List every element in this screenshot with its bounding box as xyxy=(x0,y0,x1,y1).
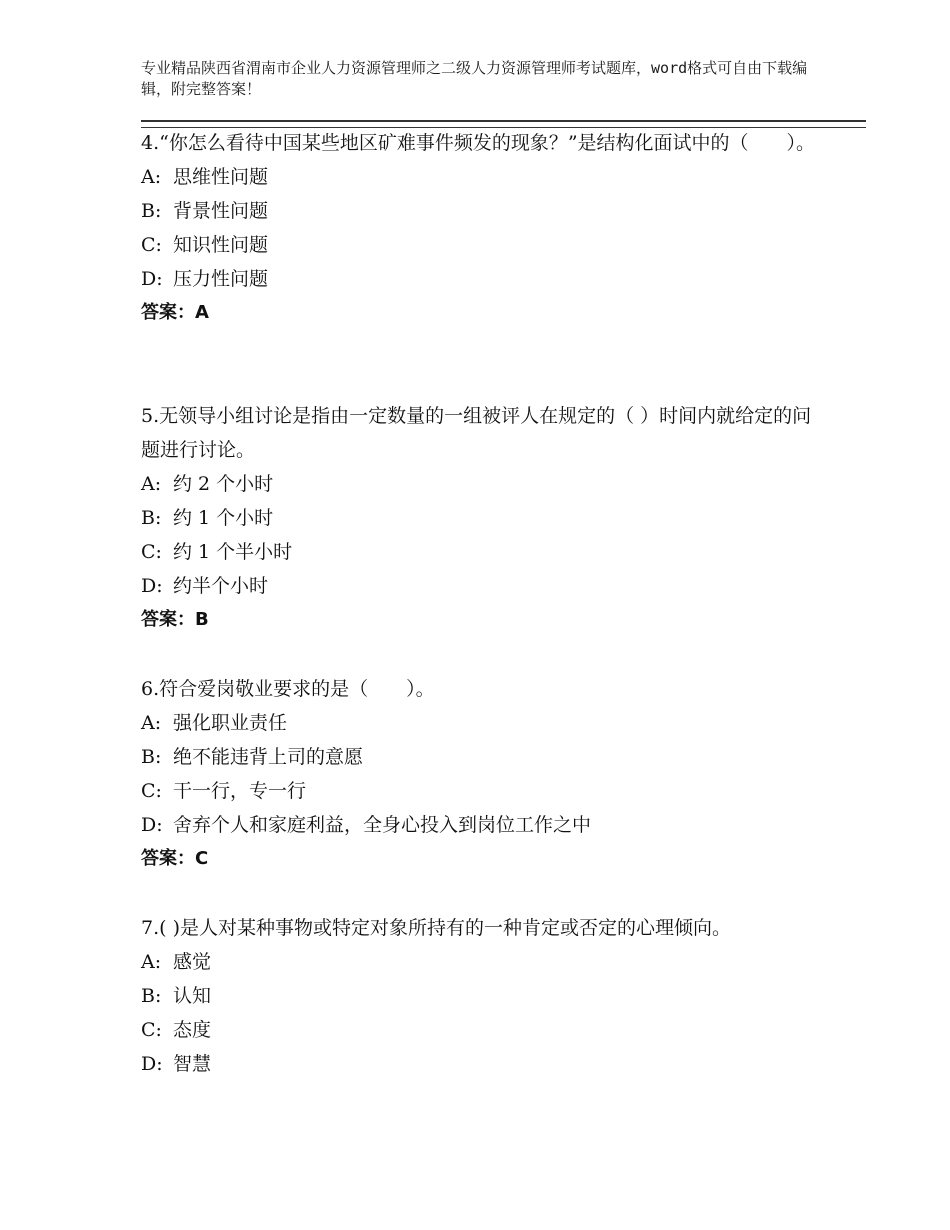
option-d xyxy=(141,262,821,296)
option-d xyxy=(141,1047,821,1081)
option-text: 干一行，专一行 xyxy=(173,780,307,802)
option-a xyxy=(141,706,821,740)
option-c xyxy=(141,1013,821,1047)
question-5 xyxy=(141,399,821,637)
option-text: 约 1 个小时 xyxy=(173,507,274,529)
question-7 xyxy=(141,911,821,1081)
question-text: 7.( )是人对某种事物或特定对象所持有的一种肯定或否定的心理倾向。 xyxy=(141,917,731,939)
option-text: 约 1 个半小时 xyxy=(173,541,293,563)
option-text: 强化职业责任 xyxy=(173,712,288,734)
option-letter: A: xyxy=(141,166,162,188)
option-letter: C: xyxy=(141,541,162,563)
option-text: 认知 xyxy=(173,985,212,1007)
option-text: 思维性问题 xyxy=(173,166,269,188)
option-c xyxy=(141,774,821,808)
option-b xyxy=(141,740,821,774)
option-letter: A: xyxy=(141,473,162,495)
question-text: 4.“你怎么看待中国某些地区矿难事件频发的现象？”是结构化面试中的（ ）。 xyxy=(141,132,816,154)
answer-label: 答案：C xyxy=(141,848,209,869)
option-letter: A: xyxy=(141,712,162,734)
option-a xyxy=(141,945,821,979)
option-letter: D: xyxy=(141,268,163,290)
option-text: 压力性问题 xyxy=(173,268,269,290)
option-text: 智慧 xyxy=(173,1053,212,1075)
option-letter: B: xyxy=(141,200,162,222)
question-4 xyxy=(141,126,821,330)
document-header xyxy=(141,58,831,100)
option-letter: D: xyxy=(141,814,163,836)
option-b xyxy=(141,501,821,535)
option-text: 态度 xyxy=(173,1019,212,1041)
option-c xyxy=(141,535,821,569)
question-text: 5.无领导小组讨论是指由一定数量的一组被评人在规定的（ ）时间内就给定的问题进行讨论。 xyxy=(141,405,812,461)
option-letter: C: xyxy=(141,1019,162,1041)
option-c xyxy=(141,228,821,262)
option-a xyxy=(141,467,821,501)
option-letter: B: xyxy=(141,985,162,1007)
option-letter: B: xyxy=(141,507,162,529)
answer-label: 答案：B xyxy=(141,609,209,630)
option-letter: A: xyxy=(141,951,162,973)
option-text: 约 2 个小时 xyxy=(173,473,274,495)
question-6 xyxy=(141,672,821,876)
option-b xyxy=(141,979,821,1013)
option-letter: D: xyxy=(141,1053,163,1075)
option-d xyxy=(141,569,821,603)
option-text: 感觉 xyxy=(173,951,212,973)
header-title: 专业精品陕西省渭南市企业人力资源管理师之二级人力资源管理师考试题库，word格式可自由下载编辑，附完整答案！ xyxy=(141,59,808,98)
option-b xyxy=(141,194,821,228)
option-a xyxy=(141,160,821,194)
option-d xyxy=(141,808,821,842)
option-letter: D: xyxy=(141,575,163,597)
option-text: 绝不能违背上司的意愿 xyxy=(173,746,364,768)
option-text: 背景性问题 xyxy=(173,200,269,222)
option-letter: C: xyxy=(141,234,162,256)
option-letter: C: xyxy=(141,780,162,802)
answer-label: 答案：A xyxy=(141,302,209,323)
option-text: 约半个小时 xyxy=(173,575,269,597)
question-text: 6.符合爱岗敬业要求的是（ ）。 xyxy=(141,678,435,700)
option-letter: B: xyxy=(141,746,162,768)
option-text: 知识性问题 xyxy=(173,234,269,256)
option-text: 舍弃个人和家庭利益，全身心投入到岗位工作之中 xyxy=(173,814,592,836)
